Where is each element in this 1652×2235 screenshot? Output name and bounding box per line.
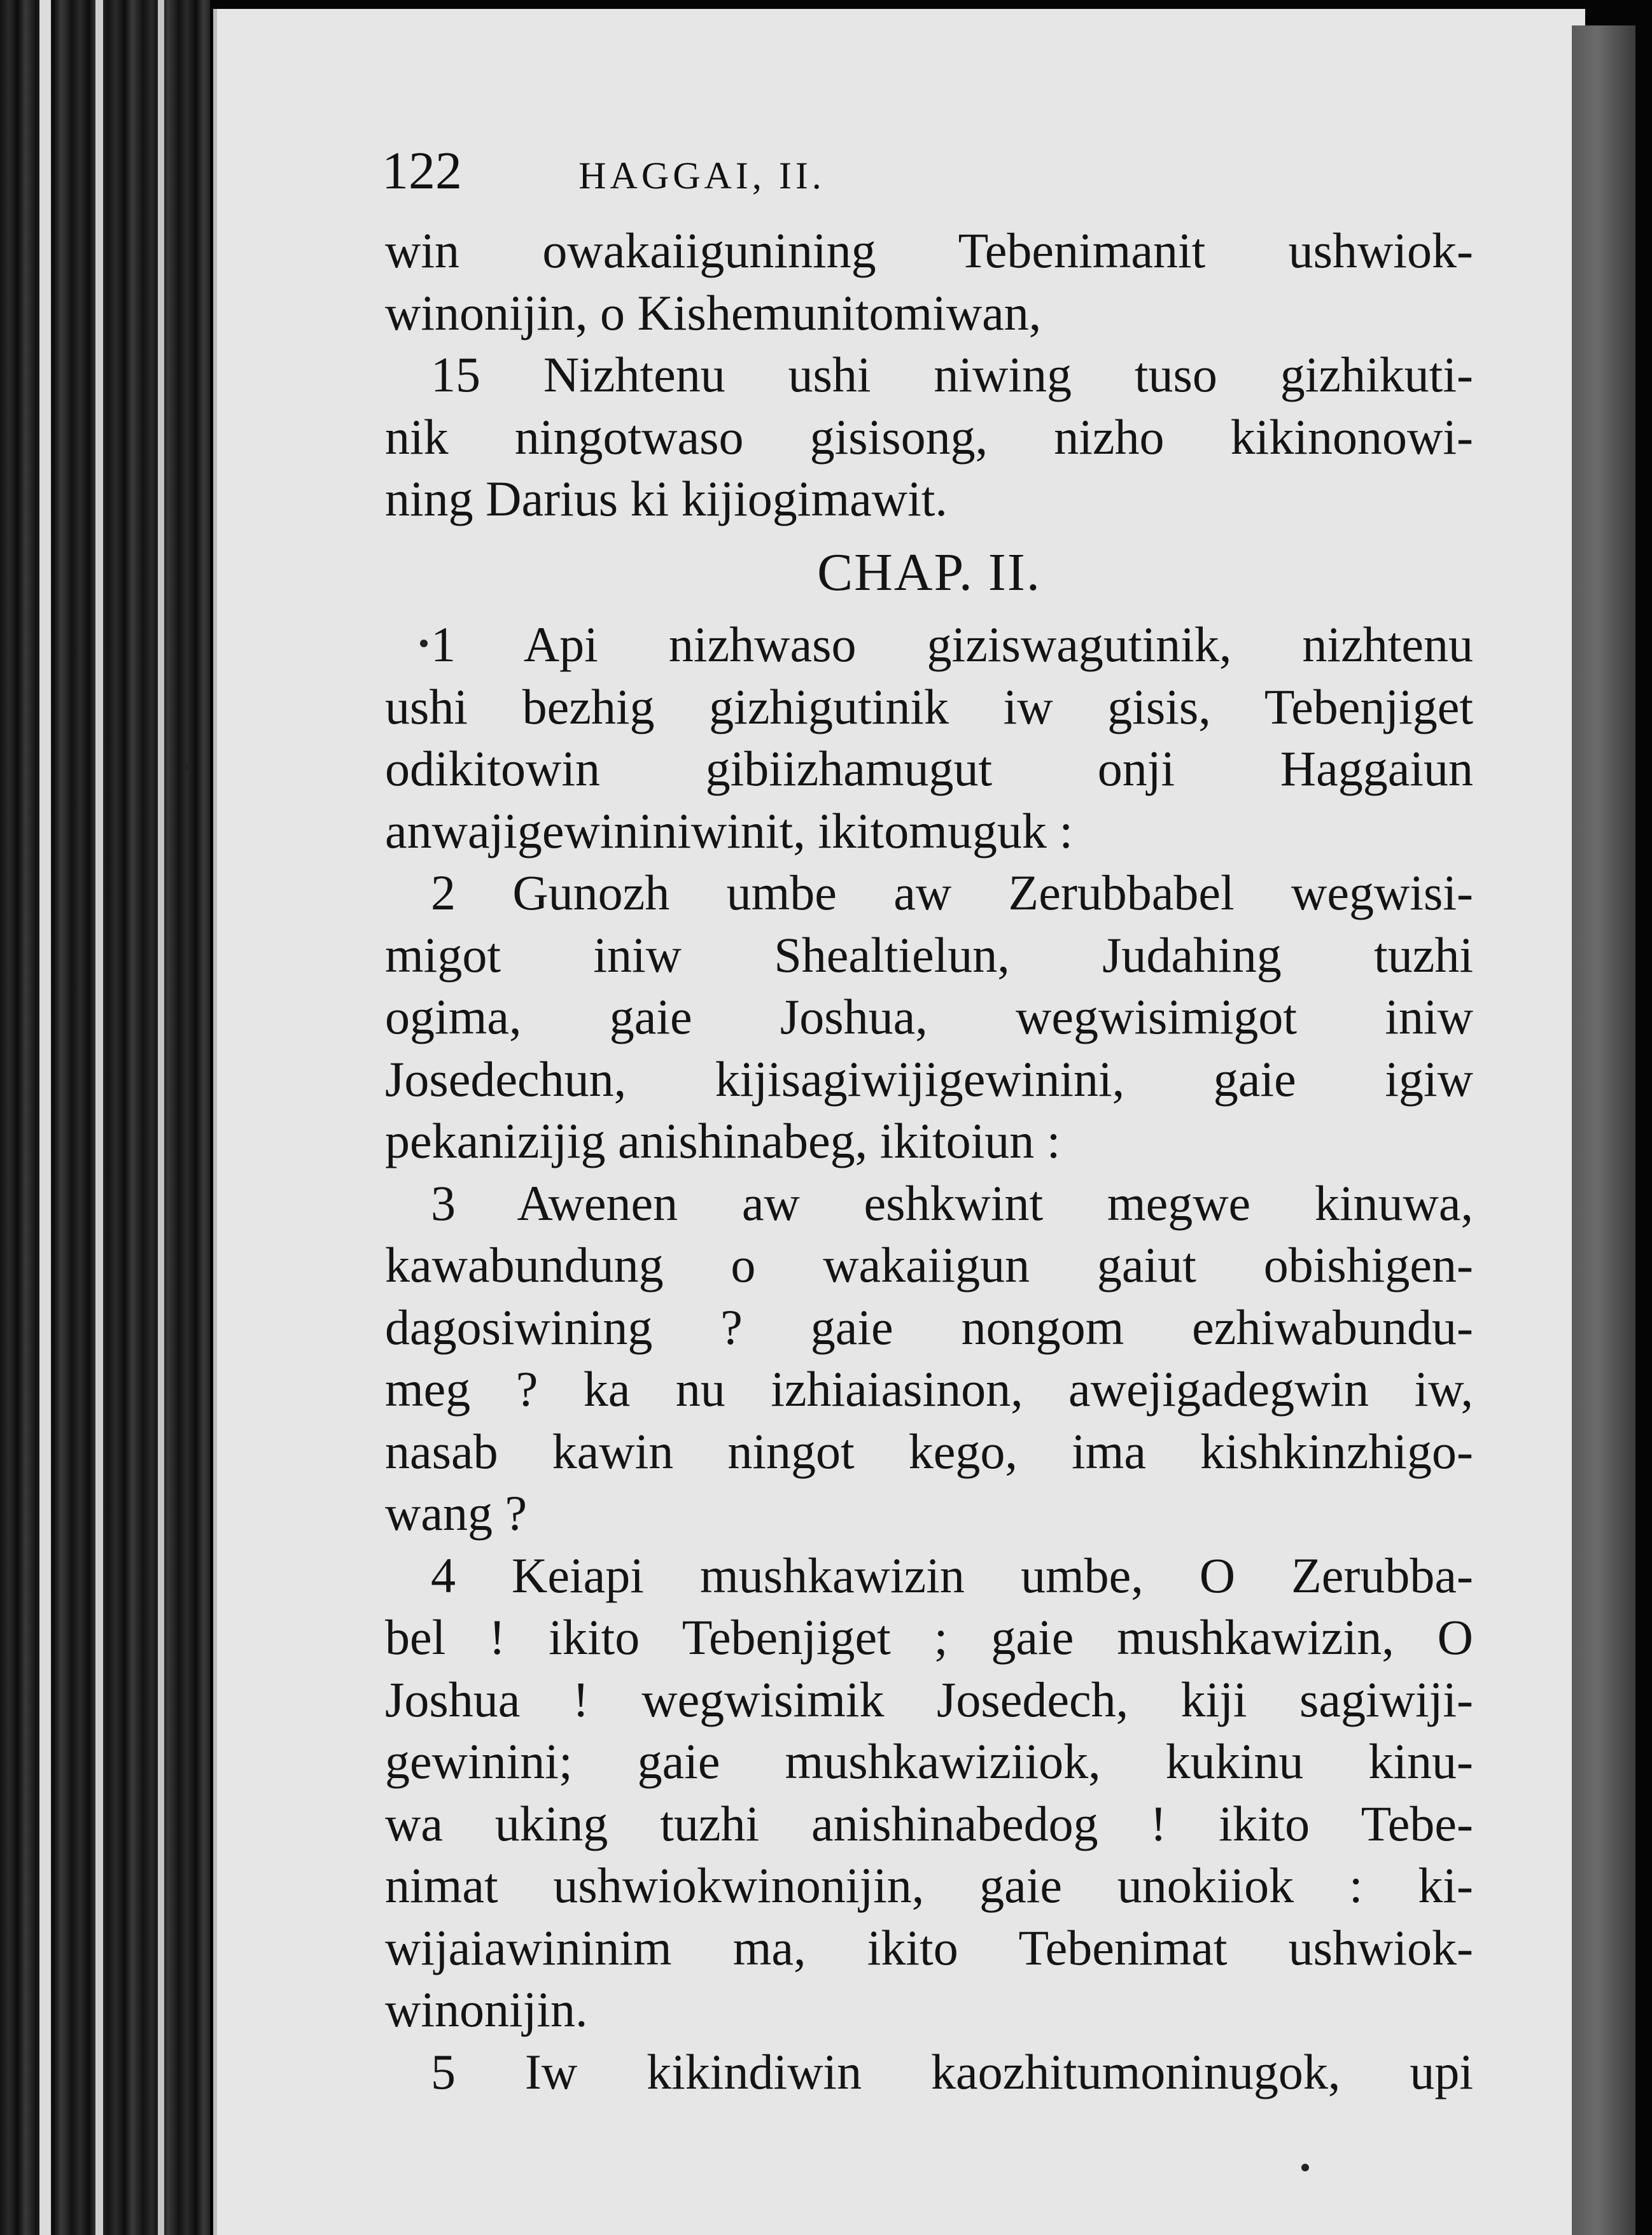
page-text xyxy=(385,220,1473,2103)
text-line: pekanizijig anishinabeg, ikitoiun : xyxy=(385,1113,1061,1168)
verse-line: 1 Api nizhwaso giziswagutinik, nizhtenu xyxy=(431,617,1473,672)
text-line: ning Darius ki kijiogimawit. xyxy=(385,471,948,526)
text-line: winonijin, o Kishemunitomiwan, xyxy=(385,284,1042,340)
text-line: Josedechun, kijisagiwijigewinini, gaie igiw xyxy=(385,1051,1473,1107)
text-line: winonijin. xyxy=(385,1982,588,2037)
text-line: dagosiwining ? gaie nongom ezhiwabundu- xyxy=(385,1299,1473,1355)
text-line: kawabundung o wakaiigun gaiut obishigen- xyxy=(385,1237,1473,1293)
text-line: ushi bezhig gizhigutinik iw gisis, Tebenjiget xyxy=(385,678,1473,734)
text-line: wa uking tuzhi anishinabedog ! ikito Tebe- xyxy=(385,1795,1473,1851)
text-line: gewinini; gaie mushkawiziiok, kukinu kinu- xyxy=(385,1734,1473,1789)
verse-line: 2 Gunozh umbe aw Zerubbabel wegwisi- xyxy=(431,865,1473,920)
binding-shadow xyxy=(1572,25,1635,2235)
text-line: ogima, gaie Joshua, wegwisimigot iniw xyxy=(385,989,1473,1044)
text-line: Joshua ! wegwisimik Josedech, kiji sagiwiji- xyxy=(385,1671,1473,1727)
page-edge xyxy=(95,0,103,2235)
text-line: bel ! ikito Tebenjiget ; gaie mushkawizin, O xyxy=(385,1609,1473,1665)
text-line: win owakaiigunining Tebenimanit ushwiok- xyxy=(385,223,1473,278)
text-line: anwajigewininiwinit, ikitomuguk : xyxy=(385,802,1074,858)
text-line: migot iniw Shealtielun, Judahing tuzhi xyxy=(385,927,1473,983)
text-line: wijaiawininim ma, ikito Tebenimat ushwiok- xyxy=(385,1919,1473,1975)
verse-line: 3 Awenen aw eshkwint megwe kinuwa, xyxy=(431,1175,1473,1231)
text-line: meg ? ka nu izhiaiasinon, awejigadegwin iw, xyxy=(385,1361,1473,1417)
text-line: nasab kawin ningot kego, ima kishkinzhigo- xyxy=(385,1423,1473,1479)
page-number: 122 xyxy=(382,141,462,200)
verse-line: 15 Nizhtenu ushi niwing tuso gizhikuti- xyxy=(431,347,1473,402)
text-line: nik ningotwaso gisisong, nizho kikinonowi- xyxy=(385,409,1473,465)
page-edges xyxy=(0,0,210,2235)
verse-line: 4 Keiapi mushkawizin umbe, O Zerubba- xyxy=(431,1547,1473,1603)
verse-line: 5 Iw kikindiwin kaozhitumoninugok, upi xyxy=(431,2043,1473,2099)
text-line: odikitowin gibiizhamugut onji Haggaiun xyxy=(385,741,1473,796)
page-edge xyxy=(39,0,51,2235)
ink-speck xyxy=(1301,2164,1309,2171)
ink-speck xyxy=(420,640,428,647)
page-header xyxy=(382,140,1069,202)
page-edge xyxy=(158,0,164,2235)
chapter-heading: CHAP. II. xyxy=(817,542,1041,602)
running-head: HAGGAI, II. xyxy=(578,155,825,197)
text-line: nimat ushwiokwinonijin, gaie unokiiok : ki- xyxy=(385,1858,1473,1913)
text-line: wang ? xyxy=(385,1485,528,1541)
ink-speck xyxy=(185,764,191,770)
